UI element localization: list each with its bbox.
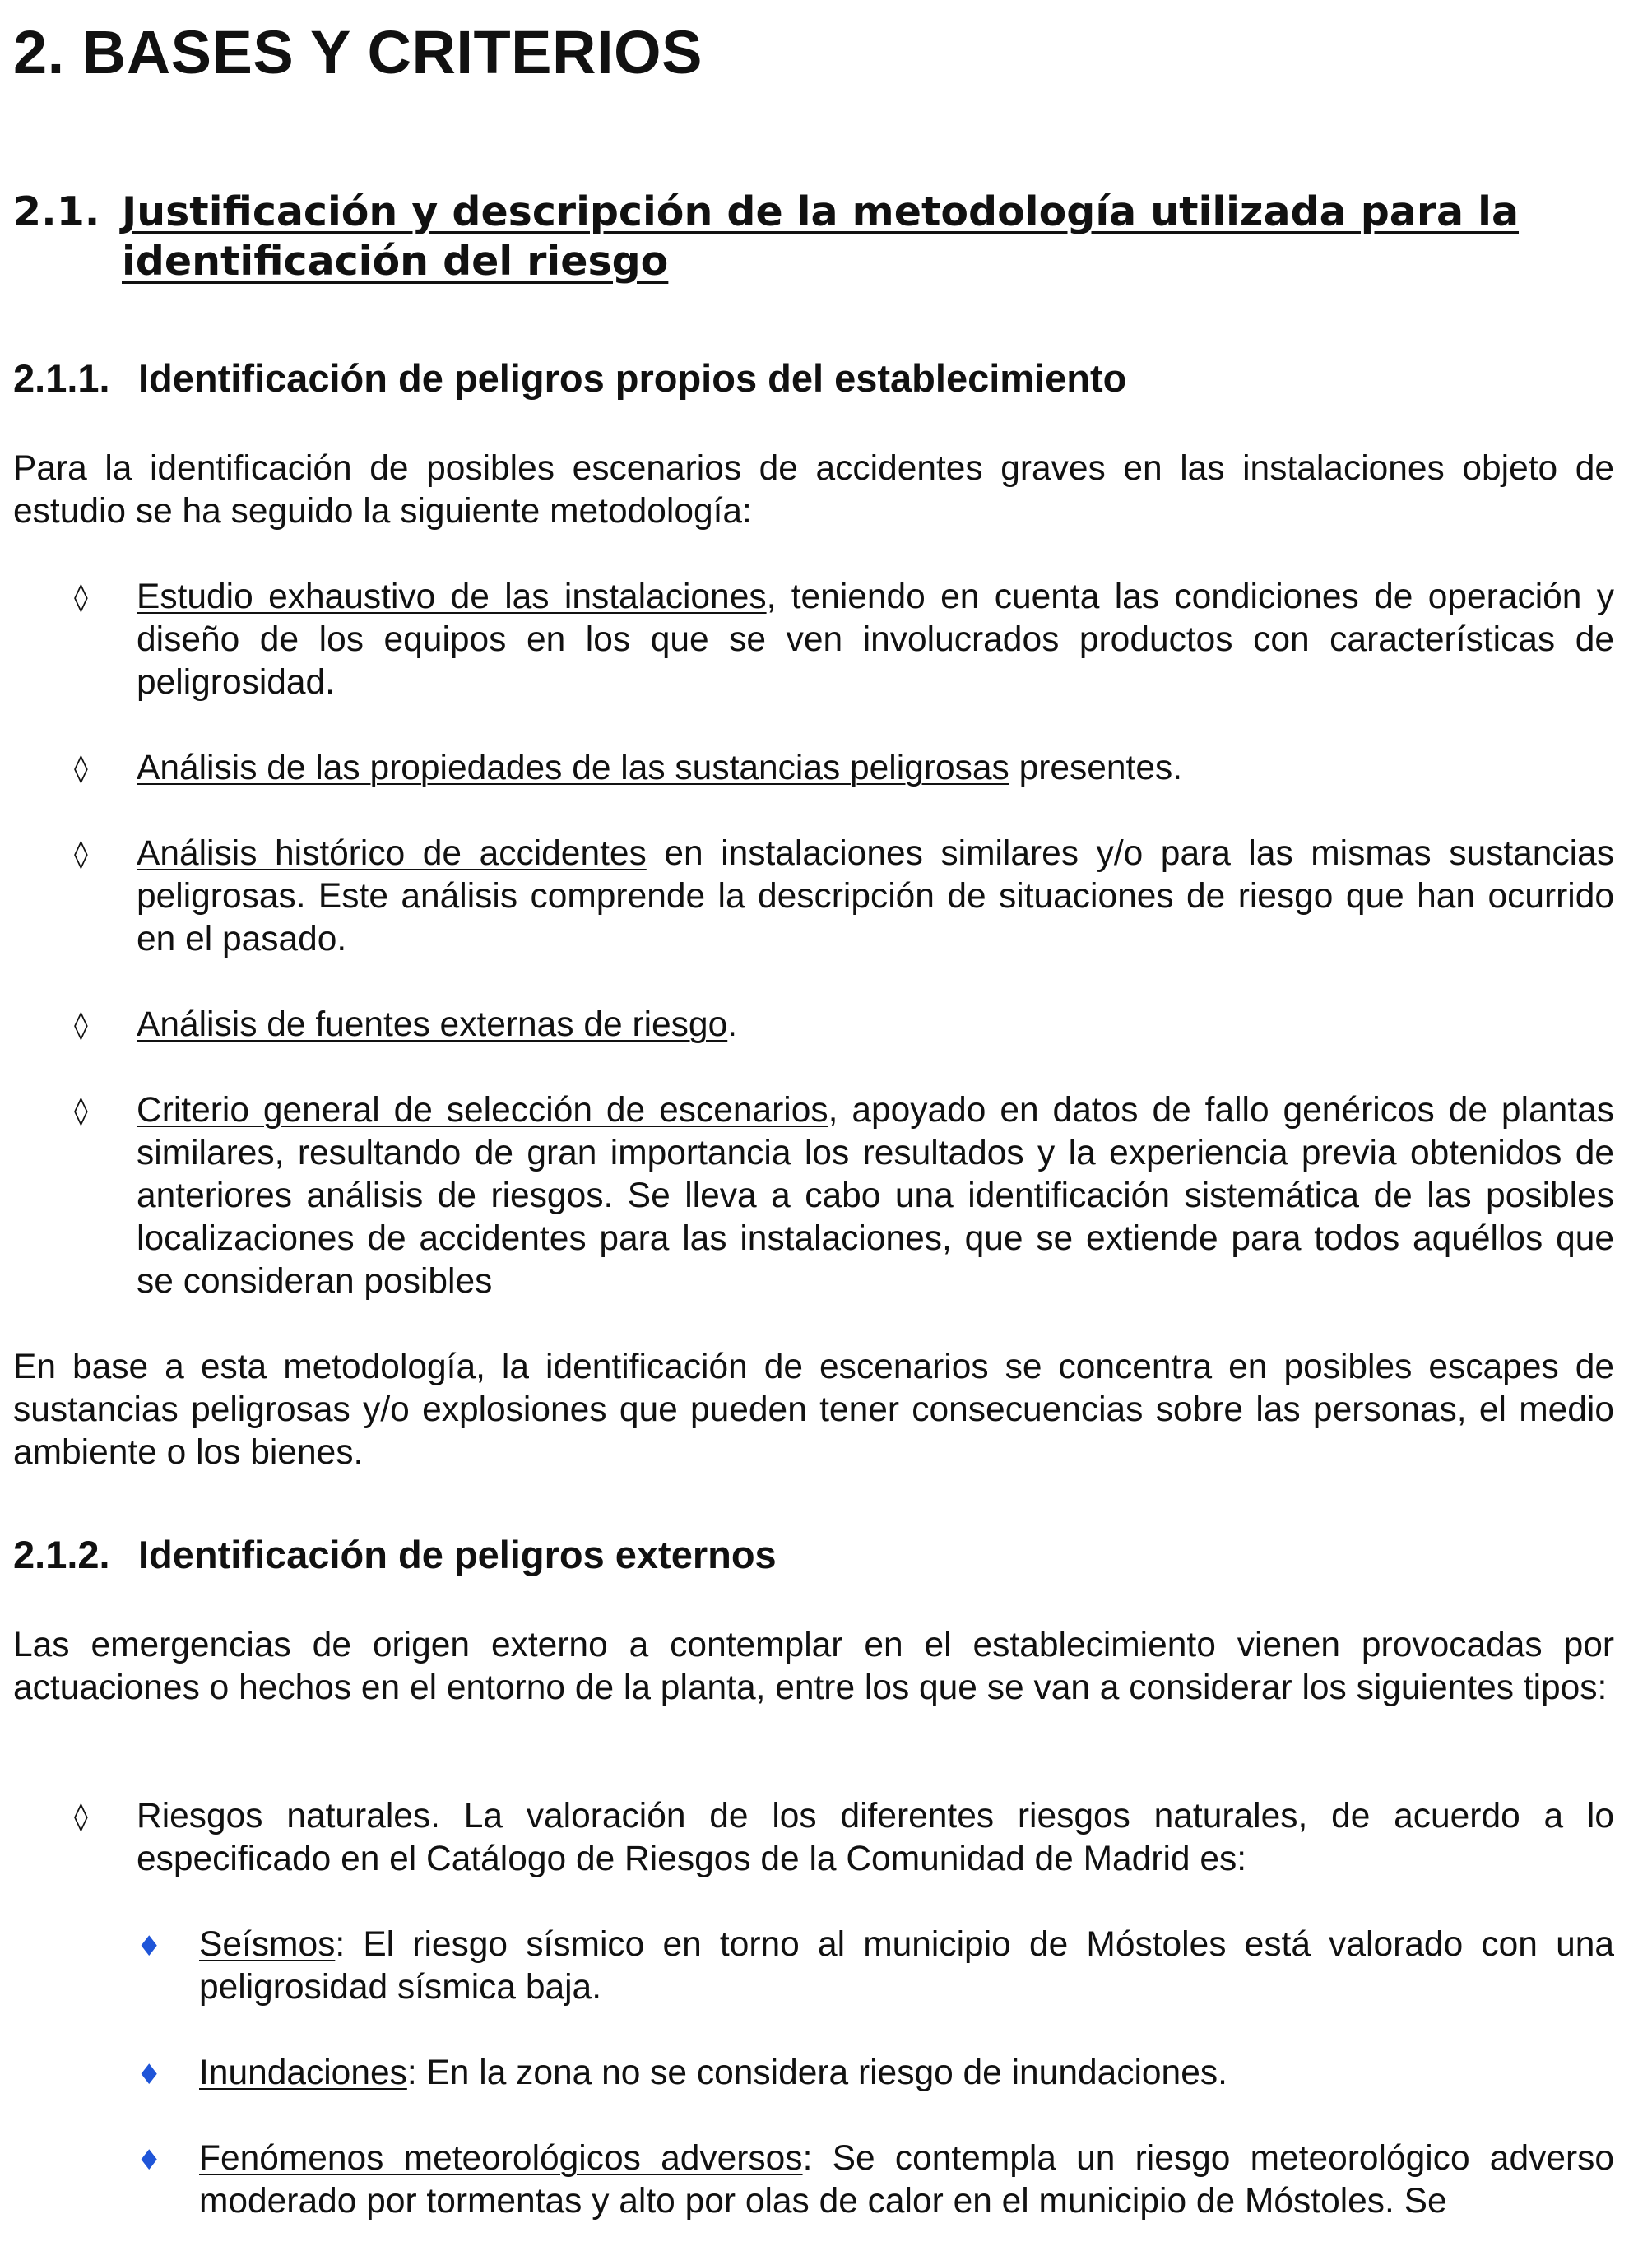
diamond-outline-bullet-icon: ◊ xyxy=(74,581,88,614)
part2-intro: Las emergencias de origen externo a contemplar en el establecimiento vienen provocadas por actuaciones o hechos en el entorno de la planta, entre los que se van a considerar los siguientes tipos: xyxy=(13,1626,1614,1707)
item-underlined-text: Análisis de fuentes externas de riesgo xyxy=(137,1005,728,1044)
part2-number: 2.1.2. xyxy=(13,1533,110,1576)
item-text: , teniendo en cuenta las condiciones de operación y diseño de los equipos en los que se ven involucrados productos con características de peligrosidad. xyxy=(137,578,1614,702)
item-underlined-text: Análisis histórico de accidentes xyxy=(137,834,647,873)
subsection-title: Justificación y descripción de la metodología utilizada para la identificación del riesgo xyxy=(122,188,1520,285)
subitem-text: : En la zona no se considera riesgo de inundaciones. xyxy=(406,2054,1227,2092)
item-underlined-text: Análisis de las propiedades de las sustancias peligrosas xyxy=(137,749,1009,787)
subitem-underlined-text: Fenómenos meteorológicos adversos xyxy=(199,2139,803,2178)
diamond-outline-bullet-icon: ◊ xyxy=(74,1094,88,1127)
part1-title: Identificación de peligros propios del establecimiento xyxy=(138,356,1127,400)
diamond-outline-bullet-icon: ◊ xyxy=(74,838,88,870)
item-underlined-text: Criterio general de selección de escenarios xyxy=(137,1091,828,1130)
subsection-number: 2.1. xyxy=(13,188,100,235)
diamond-filled-bullet-icon: ♦ xyxy=(137,2144,162,2177)
diamond-outline-bullet-icon: ◊ xyxy=(74,752,88,785)
part1-heading xyxy=(13,355,1126,401)
part2-heading xyxy=(13,1532,777,1578)
subitem-underlined-text: Seísmos xyxy=(199,1925,336,1964)
part1-number: 2.1.1. xyxy=(13,356,110,400)
item-text: presentes. xyxy=(1009,749,1183,787)
diamond-filled-bullet-icon: ♦ xyxy=(137,1930,162,1963)
diamond-filled-bullet-icon: ♦ xyxy=(137,2058,162,2091)
item-text: , apoyado en datos de fallo genéricos de plantas similares, resultando de gran importancia los resultados y la experiencia previa obtenidos de anteriores análisis de riesgos. Se lleva a cabo una identificación sistemática de las posibles localizaciones de accidentes para las instalaciones, que se extiende para todos aquéllos que se consideran posibles xyxy=(137,1091,1614,1301)
section-title: 2. BASES Y CRITERIOS xyxy=(13,18,703,86)
subitem-underlined-text: Inundaciones xyxy=(199,2054,407,2092)
item-text: en instalaciones similares y/o para las mismas sustancias peligrosas. Este análisis comprende la descripción de situaciones de riesgo que han ocurrido en el pasado. xyxy=(137,834,1614,958)
item-text: . xyxy=(727,1005,738,1044)
diamond-outline-bullet-icon: ◊ xyxy=(74,1009,88,1042)
subitem-text: : El riesgo sísmico en torno al municipio de Móstoles está valorado con una peligrosidad sísmica baja. xyxy=(199,1925,1614,2007)
part1-conclusion: En base a esta metodología, la identificación de escenarios se concentra en posibles escapes de sustancias peligrosas y/o explosiones que pueden tener consecuencias sobre las personas, el medio ambiente o los bienes. xyxy=(13,1348,1614,1472)
item-underlined-text: Estudio exhaustivo de las instalaciones xyxy=(137,578,767,616)
diamond-outline-bullet-icon: ◊ xyxy=(74,1800,88,1833)
part2-title: Identificación de peligros externos xyxy=(138,1533,777,1576)
part1-intro: Para la identificación de posibles escenarios de accidentes graves en las instalaciones objeto de estudio se ha seguido la siguiente metodología: xyxy=(13,449,1614,531)
item-text: Riesgos naturales. La valoración de los diferentes riesgos naturales, de acuerdo a lo especificado en el Catálogo de Riesgos de la Comunidad de Madrid es: xyxy=(137,1797,1614,1878)
subitem-text: : Se contempla un riesgo meteorológico adverso moderado por tormentas y alto por olas de calor en el municipio de Móstoles. Se xyxy=(199,2139,1615,2221)
